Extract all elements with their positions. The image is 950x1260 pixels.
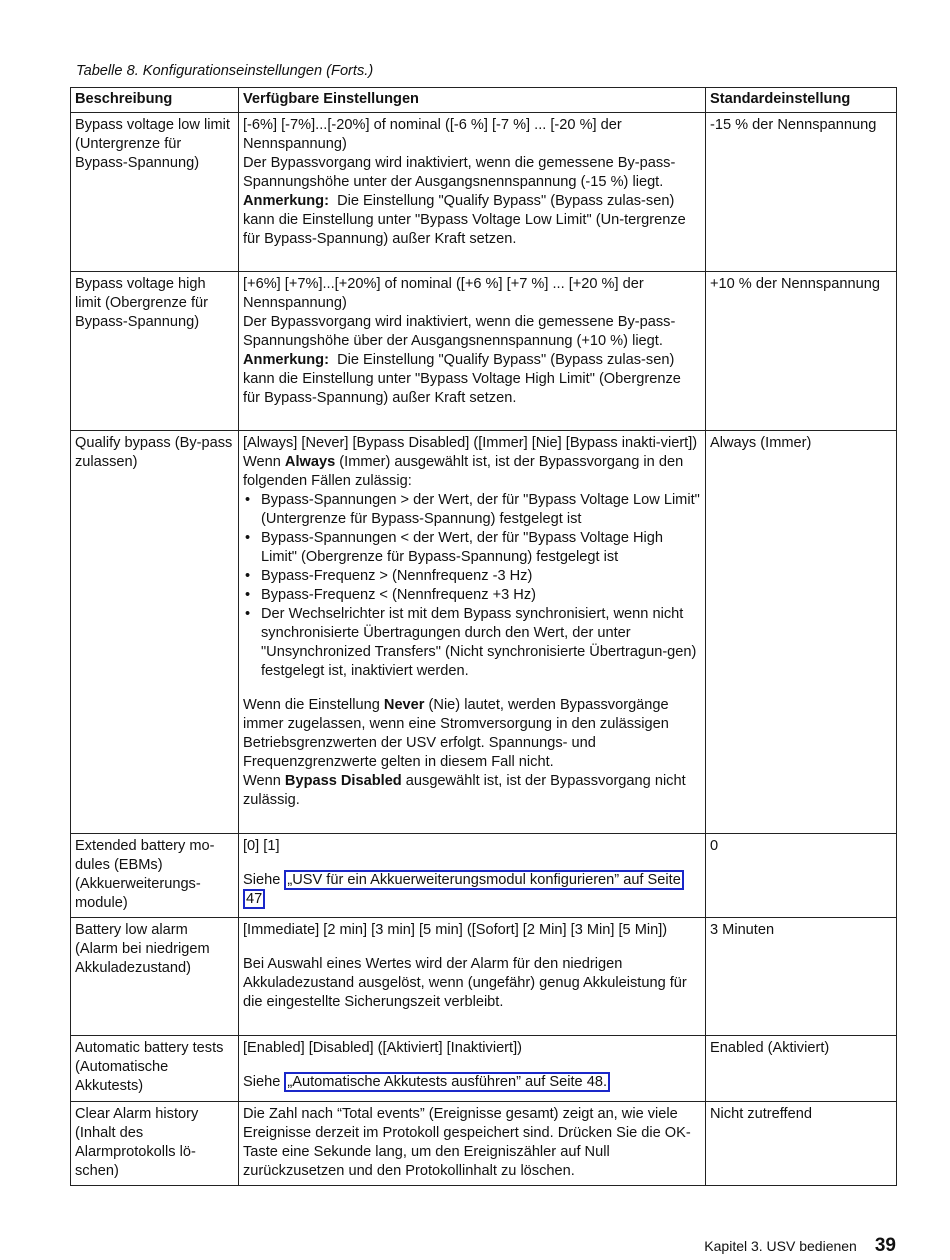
text-run: Wenn die Einstellung <box>243 697 384 713</box>
row-default: Always (Immer) <box>706 431 897 834</box>
settings-options: [0] [1] <box>243 838 280 854</box>
text-run: (Nie) lautet, werden Bypassvorgänge immer zugelassen, wenn eine Stromversorgung in den zulässigen Betriebsgrenzwerten der USV erfolgt. Spannungs- und Frequenzgrenzwerte gelten in diesem Fall nicht. <box>243 697 669 770</box>
row-settings <box>239 918 706 1036</box>
note-text: Die Einstellung "Qualify Bypass" (Bypass zulas-sen) kann die Einstellung unter "Bypass Voltage Low Limit" (Un-tergrenze für Bypass-Spannung) außer Kraft setzen. <box>243 193 686 247</box>
page-footer <box>704 1236 896 1256</box>
row-description: Automatic battery tests (Automatische Akkutests) <box>71 1036 239 1102</box>
note-label: Anmerkung: <box>243 352 329 368</box>
table-row <box>71 1102 897 1186</box>
text-run: ausgewählt ist, ist der Bypassvorgang nicht zulässig. <box>243 773 686 808</box>
table-row <box>71 834 897 918</box>
row-default: Enabled (Aktiviert) <box>706 1036 897 1102</box>
settings-text <box>243 772 701 810</box>
list-item: • Bypass-Spannungen > der Wert, der für "Bypass Voltage Low Limit" (Untergrenze für Bypass-Spannung) festgelegt ist <box>243 491 701 529</box>
header-default-setting: Standardeinstellung <box>706 88 897 113</box>
settings-note <box>243 192 701 249</box>
settings-options: [Always] [Never] [Bypass Disabled] ([Immer] [Nie] [Bypass inakti-viert]) <box>243 435 698 451</box>
bold-term: Never <box>383 697 425 713</box>
row-description: Extended battery mo-dules (EBMs) (Akkuerweiterungs-module) <box>71 834 239 918</box>
row-description: Battery low alarm (Alarm bei niedrigem Akkuladezustand) <box>71 918 239 1036</box>
settings-text: Bei Auswahl eines Wertes wird der Alarm für den niedrigen Akkuladezustand ausgelöst, wenn (ungefähr) genug Akkuleistung für die eingestellte Sicherungszeit verbleibt. <box>243 956 687 1010</box>
text-run: (Immer) ausgewählt ist, ist der Bypassvorgang in den folgenden Fällen zulässig: <box>243 454 684 489</box>
table-row <box>71 272 897 431</box>
cross-reference-link[interactable]: „USV für ein Akkuerweiterungsmodul konfigurieren” auf Seite 47 <box>243 870 684 909</box>
bold-term: Bypass Disabled <box>284 773 402 789</box>
configuration-table <box>70 87 897 1186</box>
table-row <box>71 918 897 1036</box>
cross-reference <box>243 871 701 909</box>
table-row <box>71 1036 897 1102</box>
settings-text <box>243 696 701 772</box>
settings-options: [+6%] [+7%]...[+20%] of nominal ([+6 %] [+7 %] ... [+20 %] der Nennspannung) <box>243 276 644 311</box>
header-description: Beschreibung <box>71 88 239 113</box>
settings-options: [-6%] [-7%]...[-20%] of nominal ([-6 %] [-7 %] ... [-20 %] der Nennspannung) <box>243 117 622 152</box>
table-caption: Tabelle 8. Konfigurationseinstellungen (Forts.) <box>76 63 374 79</box>
list-item: • Bypass-Frequenz < (Nennfrequenz +3 Hz) <box>243 586 701 605</box>
list-item: • Der Wechselrichter ist mit dem Bypass synchronisiert, wenn nicht synchronisierte Übertragungen durch den Wert, der unter "Unsynchronized Transfers" (Nicht synchronisierte Übertragun-gen) festgelegt ist, inaktiviert werden. <box>243 605 701 681</box>
settings-text: Der Bypassvorgang wird inaktiviert, wenn die gemessene By-pass-Spannungshöhe über der Ausgangsnennspannung (+10 %) liegt. <box>243 314 676 349</box>
cross-reference <box>243 1073 701 1092</box>
text-run: Wenn <box>243 454 285 470</box>
row-default: 3 Minuten <box>706 918 897 1036</box>
row-default: 0 <box>706 834 897 918</box>
row-description: Bypass voltage low limit (Untergrenze für Bypass-Spannung) <box>71 113 239 272</box>
row-default: +10 % der Nennspannung <box>706 272 897 431</box>
row-settings: Die Zahl nach “Total events” (Ereignisse gesamt) zeigt an, wie viele Ereignisse derzeit im Protokoll gespeichert sind. Drücken Sie die OK-Taste eine Sekunde lang, um den Ereigniszähler auf Null zurückzusetzen und den Protokollinhalt zu löschen. <box>239 1102 706 1186</box>
row-settings <box>239 1036 706 1102</box>
page-number: 39 <box>874 1235 896 1256</box>
cross-reference-link[interactable]: „Automatische Akkutests ausführen” auf Seite 48. <box>284 1072 610 1092</box>
text-run: Siehe <box>243 872 285 888</box>
row-default: Nicht zutreffend <box>706 1102 897 1186</box>
row-settings <box>239 113 706 272</box>
row-default: -15 % der Nennspannung <box>706 113 897 272</box>
table-header-row <box>71 88 897 113</box>
table-row <box>71 431 897 834</box>
note-label: Anmerkung: <box>243 193 329 209</box>
row-settings <box>239 431 706 834</box>
table-row <box>71 113 897 272</box>
list-item: • Bypass-Spannungen < der Wert, der für "Bypass Voltage High Limit" (Obergrenze für Bypass-Spannung) festgelegt ist <box>243 529 701 567</box>
settings-text <box>243 453 701 491</box>
row-settings <box>239 272 706 431</box>
chapter-title: Kapitel 3. USV bedienen <box>704 1238 857 1254</box>
header-available-settings: Verfügbare Einstellungen <box>239 88 706 113</box>
text-run: Wenn <box>243 773 285 789</box>
text-run: Siehe <box>243 1074 285 1090</box>
settings-note <box>243 351 701 408</box>
note-text: Die Einstellung "Qualify Bypass" (Bypass zulas-sen) kann die Einstellung unter "Bypass Voltage High Limit" (Obergrenze für Bypass-Spannung) außer Kraft setzen. <box>243 352 681 406</box>
row-description: Clear Alarm history (Inhalt des Alarmprotokolls lö-schen) <box>71 1102 239 1186</box>
settings-text: Der Bypassvorgang wird inaktiviert, wenn die gemessene By-pass-Spannungshöhe unter der Ausgangsnennspannung (-15 %) liegt. <box>243 155 676 190</box>
row-settings <box>239 834 706 918</box>
list-item: • Bypass-Frequenz > (Nennfrequenz -3 Hz) <box>243 567 701 586</box>
row-description: Qualify bypass (By-pass zulassen) <box>71 431 239 834</box>
bold-term: Always <box>284 454 336 470</box>
settings-options: [Immediate] [2 min] [3 min] [5 min] ([Sofort] [2 Min] [3 Min] [5 Min]) <box>243 922 668 938</box>
row-description: Bypass voltage high limit (Obergrenze für Bypass-Spannung) <box>71 272 239 431</box>
settings-options: [Enabled] [Disabled] ([Aktiviert] [Inaktiviert]) <box>243 1040 523 1056</box>
condition-list <box>243 491 701 681</box>
